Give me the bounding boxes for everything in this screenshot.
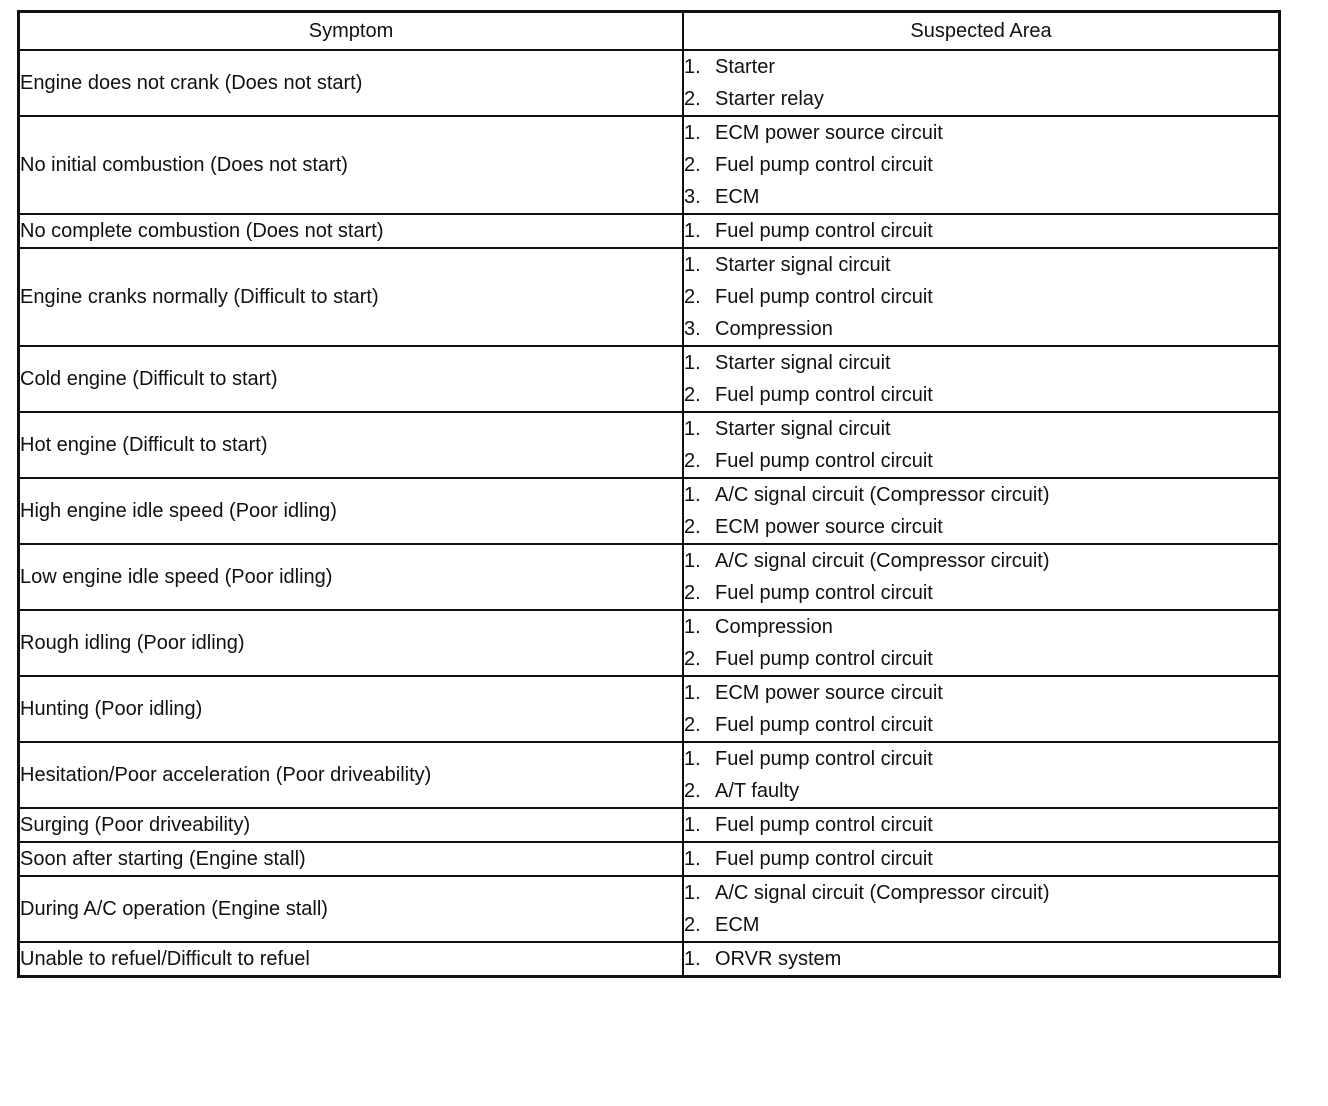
item-text: Fuel pump control circuit bbox=[715, 220, 933, 242]
table-row bbox=[19, 412, 1280, 478]
symptom-cell: Rough idling (Poor idling) bbox=[19, 610, 684, 676]
item-text: ORVR system bbox=[715, 948, 842, 970]
suspected-area-cell bbox=[683, 842, 1280, 876]
suspected-area-item bbox=[684, 51, 1278, 83]
table-row bbox=[19, 544, 1280, 610]
item-number: 3. bbox=[684, 318, 701, 340]
suspected-area-cell bbox=[683, 116, 1280, 214]
suspected-area-item bbox=[684, 149, 1278, 181]
suspected-area-item bbox=[684, 347, 1278, 379]
table-row bbox=[19, 610, 1280, 676]
item-text: A/T faulty bbox=[715, 780, 800, 802]
symptom-cell: Unable to refuel/Difficult to refuel bbox=[19, 942, 684, 977]
table-row bbox=[19, 478, 1280, 544]
symptom-cell: High engine idle speed (Poor idling) bbox=[19, 478, 684, 544]
suspected-area-item bbox=[684, 775, 1278, 807]
suspected-area-item bbox=[684, 611, 1278, 643]
table-row bbox=[19, 676, 1280, 742]
item-number: 2. bbox=[684, 648, 701, 670]
suspected-area-item bbox=[684, 413, 1278, 445]
item-number: 1. bbox=[684, 748, 701, 770]
item-text: ECM bbox=[715, 914, 760, 936]
item-number: 1. bbox=[684, 56, 701, 78]
suspected-area-item bbox=[684, 677, 1278, 709]
item-text: Fuel pump control circuit bbox=[715, 848, 933, 870]
item-text: A/C signal circuit (Compressor circuit) bbox=[715, 882, 1050, 904]
suspected-area-item bbox=[684, 943, 1278, 975]
item-number: 2. bbox=[684, 780, 701, 802]
item-text: ECM power source circuit bbox=[715, 516, 943, 538]
item-number: 3. bbox=[684, 186, 701, 208]
suspected-area-item bbox=[684, 215, 1278, 247]
suspected-area-cell bbox=[683, 876, 1280, 942]
item-number: 1. bbox=[684, 220, 701, 242]
item-text: Fuel pump control circuit bbox=[715, 814, 933, 836]
item-text: Compression bbox=[715, 616, 833, 638]
item-number: 1. bbox=[684, 882, 701, 904]
item-number: 2. bbox=[684, 582, 701, 604]
suspected-area-cell bbox=[683, 412, 1280, 478]
item-text: Fuel pump control circuit bbox=[715, 450, 933, 472]
item-text: Starter bbox=[715, 56, 776, 78]
suspected-area-item bbox=[684, 83, 1278, 115]
table-row bbox=[19, 248, 1280, 346]
symptom-cell: Engine does not crank (Does not start) bbox=[19, 50, 684, 116]
table-row bbox=[19, 346, 1280, 412]
table-row bbox=[19, 842, 1280, 876]
suspected-area-cell bbox=[683, 214, 1280, 248]
suspected-area-item bbox=[684, 809, 1278, 841]
symptom-cell: Hesitation/Poor acceleration (Poor driveability) bbox=[19, 742, 684, 808]
suspected-area-item bbox=[684, 117, 1278, 149]
item-text: Fuel pump control circuit bbox=[715, 582, 933, 604]
symptom-cell: Hot engine (Difficult to start) bbox=[19, 412, 684, 478]
table-row bbox=[19, 742, 1280, 808]
header-suspected-area: Suspected Area bbox=[683, 12, 1280, 51]
item-number: 2. bbox=[684, 714, 701, 736]
suspected-area-cell bbox=[683, 742, 1280, 808]
suspected-area-item bbox=[684, 643, 1278, 675]
symptom-cell: Cold engine (Difficult to start) bbox=[19, 346, 684, 412]
table-row bbox=[19, 116, 1280, 214]
item-text: Fuel pump control circuit bbox=[715, 748, 933, 770]
symptom-cell: Surging (Poor driveability) bbox=[19, 808, 684, 842]
table-header-row bbox=[19, 12, 1280, 51]
item-text: Starter signal circuit bbox=[715, 352, 891, 374]
suspected-area-cell bbox=[683, 478, 1280, 544]
suspected-area-item bbox=[684, 313, 1278, 345]
suspected-area-item bbox=[684, 909, 1278, 941]
item-text: ECM bbox=[715, 186, 760, 208]
item-number: 2. bbox=[684, 516, 701, 538]
suspected-area-item bbox=[684, 249, 1278, 281]
item-text: Starter signal circuit bbox=[715, 254, 891, 276]
item-number: 1. bbox=[684, 418, 701, 440]
suspected-area-item bbox=[684, 843, 1278, 875]
table-row bbox=[19, 876, 1280, 942]
item-text: Starter signal circuit bbox=[715, 418, 891, 440]
suspected-area-item bbox=[684, 511, 1278, 543]
suspected-area-item bbox=[684, 479, 1278, 511]
symptom-cell: Hunting (Poor idling) bbox=[19, 676, 684, 742]
suspected-area-item bbox=[684, 181, 1278, 213]
item-number: 2. bbox=[684, 154, 701, 176]
table-body bbox=[19, 50, 1280, 977]
suspected-area-cell bbox=[683, 942, 1280, 977]
suspected-area-cell bbox=[683, 610, 1280, 676]
header-symptom: Symptom bbox=[19, 12, 684, 51]
item-text: Compression bbox=[715, 318, 833, 340]
item-text: A/C signal circuit (Compressor circuit) bbox=[715, 484, 1050, 506]
symptom-table bbox=[17, 10, 1281, 978]
suspected-area-cell bbox=[683, 50, 1280, 116]
symptom-cell: No complete combustion (Does not start) bbox=[19, 214, 684, 248]
item-number: 2. bbox=[684, 914, 701, 936]
item-text: Fuel pump control circuit bbox=[715, 714, 933, 736]
item-text: A/C signal circuit (Compressor circuit) bbox=[715, 550, 1050, 572]
suspected-area-item bbox=[684, 445, 1278, 477]
item-text: ECM power source circuit bbox=[715, 122, 943, 144]
item-number: 1. bbox=[684, 814, 701, 836]
suspected-area-cell bbox=[683, 346, 1280, 412]
table-row bbox=[19, 808, 1280, 842]
symptom-cell: Low engine idle speed (Poor idling) bbox=[19, 544, 684, 610]
item-text: Fuel pump control circuit bbox=[715, 286, 933, 308]
item-number: 1. bbox=[684, 848, 701, 870]
item-text: Fuel pump control circuit bbox=[715, 154, 933, 176]
suspected-area-cell bbox=[683, 808, 1280, 842]
symptom-cell: No initial combustion (Does not start) bbox=[19, 116, 684, 214]
suspected-area-item bbox=[684, 379, 1278, 411]
item-number: 2. bbox=[684, 450, 701, 472]
table-row bbox=[19, 942, 1280, 977]
suspected-area-item bbox=[684, 709, 1278, 741]
suspected-area-cell bbox=[683, 676, 1280, 742]
suspected-area-cell bbox=[683, 544, 1280, 610]
item-text: Starter relay bbox=[715, 88, 824, 110]
item-number: 2. bbox=[684, 286, 701, 308]
item-number: 1. bbox=[684, 122, 701, 144]
suspected-area-item bbox=[684, 545, 1278, 577]
item-number: 1. bbox=[684, 682, 701, 704]
item-text: Fuel pump control circuit bbox=[715, 648, 933, 670]
symptom-cell: Engine cranks normally (Difficult to start) bbox=[19, 248, 684, 346]
item-number: 2. bbox=[684, 88, 701, 110]
suspected-area-item bbox=[684, 281, 1278, 313]
table-row bbox=[19, 214, 1280, 248]
suspected-area-item bbox=[684, 743, 1278, 775]
item-text: ECM power source circuit bbox=[715, 682, 943, 704]
table-row bbox=[19, 50, 1280, 116]
symptom-cell: During A/C operation (Engine stall) bbox=[19, 876, 684, 942]
item-number: 1. bbox=[684, 254, 701, 276]
item-number: 1. bbox=[684, 550, 701, 572]
item-number: 1. bbox=[684, 484, 701, 506]
suspected-area-cell bbox=[683, 248, 1280, 346]
symptom-cell: Soon after starting (Engine stall) bbox=[19, 842, 684, 876]
item-number: 2. bbox=[684, 384, 701, 406]
suspected-area-item bbox=[684, 577, 1278, 609]
item-text: Fuel pump control circuit bbox=[715, 384, 933, 406]
suspected-area-item bbox=[684, 877, 1278, 909]
item-number: 1. bbox=[684, 616, 701, 638]
item-number: 1. bbox=[684, 948, 701, 970]
item-number: 1. bbox=[684, 352, 701, 374]
